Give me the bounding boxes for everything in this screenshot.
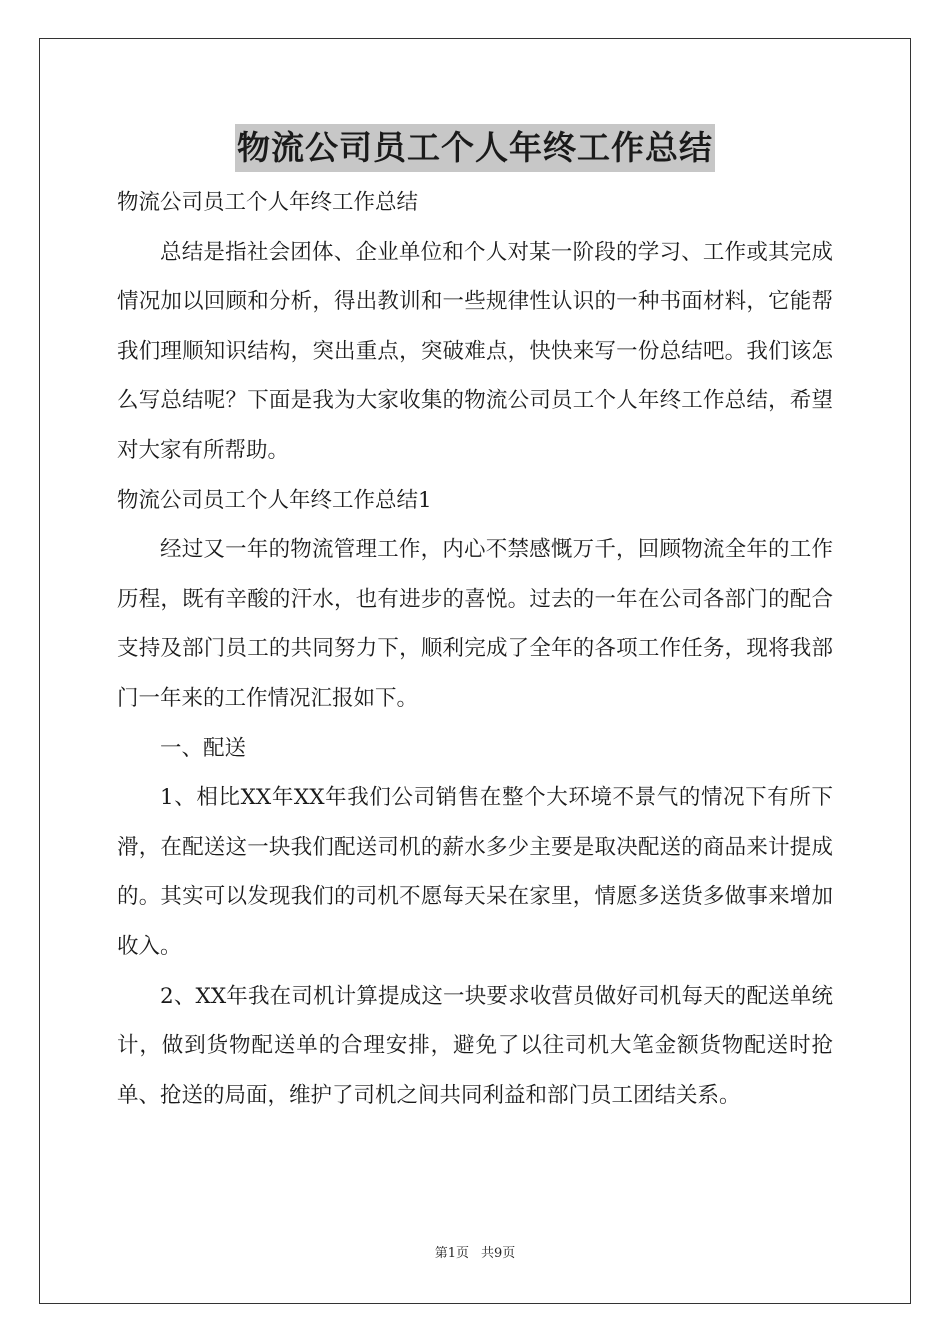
- section-heading: 物流公司员工个人年终工作总结1: [117, 487, 432, 513]
- page-number: 第1页: [434, 1246, 469, 1261]
- title-container: [0, 124, 950, 172]
- document-title: 物流公司员工个人年终工作总结: [235, 124, 715, 172]
- body-paragraph: 1、相比XX年XX年我们公司销售在整个大环境不景气的情况下有所下滑，在配送这一块我们配送司机的薪水多少主要是取决配送的商品来计提成的。其实可以发现我们的司机不愿每天呆在家里，情愿多送货多做事来增加收入。: [117, 785, 833, 959]
- page-total: 共9页: [481, 1246, 516, 1261]
- page-footer: [0, 1245, 950, 1263]
- subtitle-paragraph: 物流公司员工个人年终工作总结: [117, 190, 419, 215]
- body-paragraph: 经过又一年的物流管理工作，内心不禁感慨万千，回顾物流全年的工作历程，既有辛酸的汗水，也有进步的喜悦。过去的一年在公司各部门的配合支持及部门员工的共同努力下，顺利完成了全年的各项工作任务，现将我部门一年来的工作情况汇报如下。: [117, 537, 833, 711]
- document-body: [117, 178, 833, 1120]
- subsection-heading: 一、配送: [160, 735, 247, 761]
- intro-paragraph: 总结是指社会团体、企业单位和个人对某一阶段的学习、工作或其完成情况加以回顾和分析，得出教训和一些规律性认识的一种书面材料，它能帮我们理顺知识结构，突出重点，突破难点，快快来写一份总结吧。我们该怎么写总结呢？下面是我为大家收集的物流公司员工个人年终工作总结，希望对大家有所帮助。: [117, 239, 833, 463]
- body-paragraph: 2、XX年我在司机计算提成这一块要求收营员做好司机每天的配送单统计，做到货物配送单的合理安排，避免了以往司机大笔金额货物配送时抢单、抢送的局面，维护了司机之间共同利益和部门员工团结关系。: [117, 983, 833, 1108]
